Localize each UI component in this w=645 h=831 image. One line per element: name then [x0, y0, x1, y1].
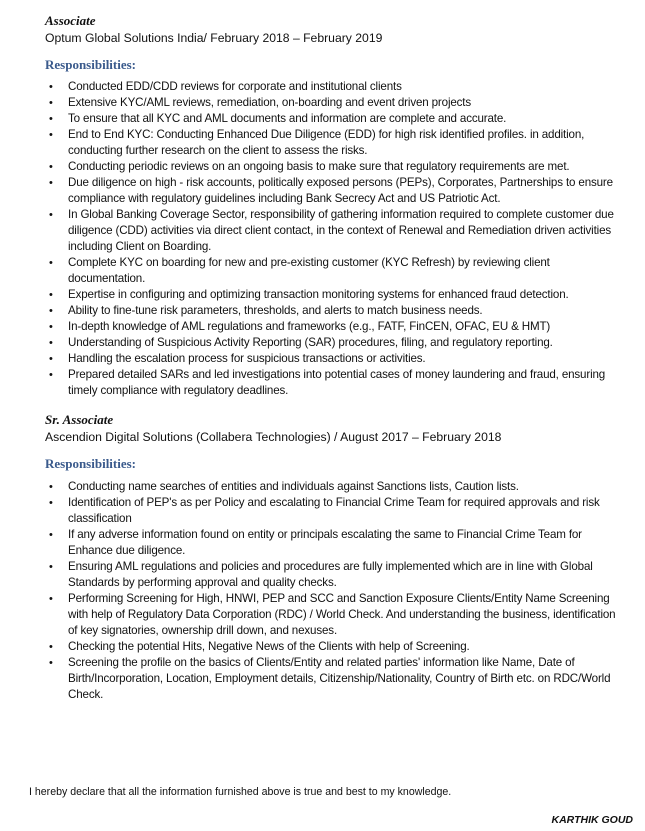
bullet-icon: •	[49, 561, 53, 573]
list-item: • Due diligence on high - risk accounts, politically exposed persons (PEPs), Corporates, Partnerships to ensure compliance with regulatory guidelines including Bank Secrecy Act and US Patriotic Act.	[49, 176, 613, 205]
bullet-icon: •	[49, 337, 53, 349]
company-and-dates: Optum Global Solutions India/ February 2018 – February 2019	[45, 31, 383, 45]
list-item: • Ensuring AML regulations and policies and procedures are fully implemented which are in line with Global Standards by performing approval and quality checks.	[49, 560, 593, 589]
bullet-icon: •	[49, 97, 53, 109]
list-item: • Identification of PEP's as per Policy and escalating to Financial Crime Team for required approvals and risk classification	[49, 496, 600, 525]
declaration-statement: I hereby declare that all the information furnished above is true and best to my knowledge.	[29, 786, 452, 798]
list-item: • To ensure that all KYC and AML documents and information are complete and accurate.	[49, 112, 507, 125]
list-item: • Handling the escalation process for suspicious transactions or activities.	[49, 352, 426, 365]
list-item: • Conducted EDD/CDD reviews for corporate and institutional clients	[49, 80, 402, 93]
bullet-icon: •	[49, 353, 53, 365]
list-item: • In Global Banking Coverage Sector, responsibility of gathering information required to complete customer due diligence (CDD) activities via direct client contact, in the context of Renewal and Remediation driven activities including Client on Boarding.	[49, 208, 614, 253]
bullet-icon: •	[49, 81, 53, 93]
bullet-icon: •	[49, 113, 53, 125]
list-item: • Conducting name searches of entities and individuals against Sanctions lists, Caution lists.	[49, 480, 519, 493]
bullet-icon: •	[49, 481, 53, 493]
list-item: • Conducting periodic reviews on an ongoing basis to make sure that regulatory requirements are met.	[49, 160, 570, 173]
list-item: • Extensive KYC/AML reviews, remediation, on-boarding and event driven projects	[49, 96, 472, 109]
bullet-icon: •	[49, 369, 53, 381]
responsibilities-heading: Responsibilities:	[45, 57, 137, 72]
bullet-icon: •	[49, 593, 53, 605]
list-item: • Complete KYC on boarding for new and pre-existing customer (KYC Refresh) by reviewing client documentation.	[49, 256, 550, 285]
bullet-icon: •	[49, 305, 53, 317]
list-item: • Checking the potential Hits, Negative News of the Clients with help of Screening.	[49, 640, 470, 653]
signature-name: KARTHIK GOUD	[551, 814, 633, 826]
bullet-icon: •	[49, 161, 53, 173]
list-item: • If any adverse information found on entity or principals escalating the same to Financial Crime Team for Enhance due diligence.	[49, 528, 582, 557]
responsibilities-list	[45, 479, 625, 703]
bullet-icon: •	[49, 289, 53, 301]
list-item: • End to End KYC: Conducting Enhanced Due Diligence (EDD) for high risk identified profiles. in addition, conducting further research on the client to assess the risks.	[49, 128, 585, 157]
bullet-icon: •	[49, 529, 53, 541]
bullet-icon: •	[49, 257, 53, 269]
bullet-icon: •	[49, 321, 53, 333]
bullet-icon: •	[49, 641, 53, 653]
list-item: • Understanding of Suspicious Activity Reporting (SAR) procedures, filing, and regulatory reporting.	[49, 336, 553, 349]
list-item: • Performing Screening for High, HNWI, PEP and SCC and Sanction Exposure Clients/Entity Name Screening with help of Regulatory Data Corporation (RDC) / World Check. And understanding the business, identification of key signatories, ownership drill down, and nexuses.	[49, 592, 616, 637]
list-item: • Prepared detailed SARs and led investigations into potential cases of money laundering and fraud, ensuring timely compliance with regulatory deadlines.	[49, 368, 606, 397]
job-title: Sr. Associate	[45, 412, 114, 427]
list-item: • Expertise in configuring and optimizing transaction monitoring systems for enhanced fraud detection.	[49, 288, 569, 301]
responsibilities-heading: Responsibilities:	[45, 456, 137, 471]
list-item: • Ability to fine-tune risk parameters, thresholds, and alerts to match business needs.	[49, 304, 483, 317]
bullet-icon: •	[49, 129, 53, 141]
list-item: • In-depth knowledge of AML regulations and frameworks (e.g., FATF, FinCEN, OFAC, EU & HMT)	[49, 320, 551, 333]
list-item: • Screening the profile on the basics of Clients/Entity and related parties' information like Name, Date of Birth/Incorporation, Location, Employment details, Citizenship/Nationality, Country of Birth etc. on RDC/World Check.	[49, 656, 611, 701]
responsibilities-list	[45, 79, 625, 399]
company-and-dates: Ascendion Digital Solutions (Collabera Technologies) / August 2017 – February 2018	[45, 430, 502, 444]
bullet-icon: •	[49, 209, 53, 221]
bullet-icon: •	[49, 177, 53, 189]
bullet-icon: •	[49, 497, 53, 509]
job-title: Associate	[45, 13, 96, 28]
bullet-icon: •	[49, 657, 53, 669]
